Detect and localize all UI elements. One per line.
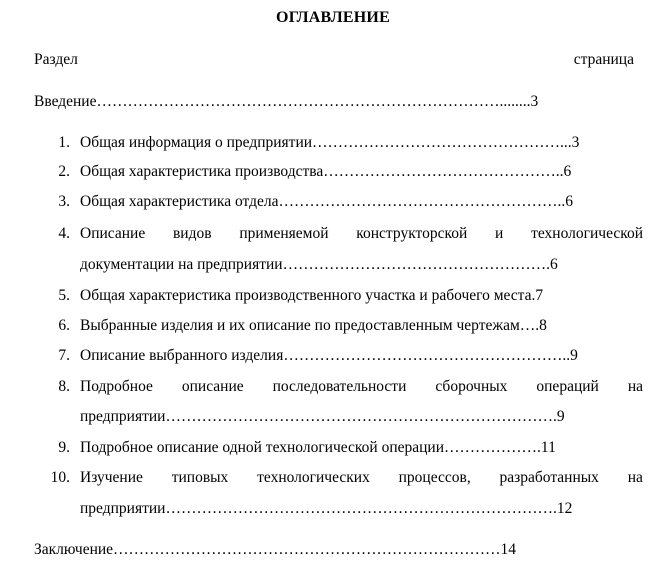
- toc-entry-workplace: Общая характеристика производственного участка и рабочего места.7: [80, 287, 544, 304]
- toc-entry-selected-product-description: Описание выбранного изделия………………………………………………..9: [80, 347, 578, 364]
- toc-word: применяемой: [239, 225, 329, 242]
- toc-word: Изучение: [80, 469, 143, 486]
- toc-word: типовых: [171, 469, 229, 486]
- toc-word: видов: [172, 225, 212, 242]
- toc-entry-conclusion: Заключение…………………………………………………………………14: [34, 541, 517, 558]
- toc-entry-department: Общая характеристика отдела………………………………………………..6: [80, 193, 573, 210]
- toc-entry-typical-processes-line2: предприятии………………………………………………………………….12: [80, 500, 573, 517]
- page-title: ОГЛАВЛЕНИЕ: [276, 9, 390, 26]
- toc-entry-number: 4.: [58, 225, 70, 242]
- toc-entry-documentation-line1: [80, 225, 643, 243]
- toc-entry-general-info: Общая информация о предприятии…………………………………………...3: [80, 134, 580, 151]
- toc-word: технологических: [257, 469, 370, 486]
- toc-word: процессов,: [398, 469, 471, 486]
- toc-entry-typical-processes-line1: [80, 469, 643, 487]
- toc-word: и: [495, 225, 504, 242]
- section-column-header: Раздел: [34, 51, 78, 68]
- toc-entry-tech-operation: Подробное описание одной технологической операции……………….11: [80, 439, 556, 456]
- toc-entry-production: Общая характеристика производства………………………………………..6: [80, 163, 572, 180]
- page-column-header: страница: [573, 51, 634, 68]
- toc-entry-number: 2.: [58, 163, 70, 180]
- toc-entry-number: 10.: [50, 469, 70, 486]
- toc-entry-number: 3.: [58, 193, 70, 210]
- toc-entry-number: 9.: [58, 439, 70, 456]
- toc-word: разработанных: [499, 469, 599, 486]
- toc-entry-assembly-line2: предприятии………………………………………………………………….9: [80, 408, 565, 425]
- toc-entry-documentation-line2: документации на предприятии…………………………………………….6: [80, 256, 558, 273]
- toc-word: Описание: [80, 225, 146, 242]
- toc-word: Подробное: [80, 378, 153, 395]
- toc-word: операций: [536, 378, 599, 395]
- toc-entry-number: 7.: [58, 347, 70, 364]
- toc-word: на: [627, 469, 643, 486]
- toc-word: последовательности: [272, 378, 407, 395]
- toc-word: описание: [181, 378, 244, 395]
- toc-entry-number: 5.: [58, 287, 70, 304]
- toc-entry-introduction: Введение……………………………………………………………………........3: [34, 93, 539, 110]
- toc-word: конструкторской: [356, 225, 468, 242]
- toc-word: технологической: [531, 225, 643, 242]
- toc-entry-number: 6.: [58, 317, 70, 334]
- toc-entry-number: 8.: [58, 378, 70, 395]
- toc-entry-number: 1.: [58, 134, 70, 151]
- toc-word: сборочных: [435, 378, 508, 395]
- toc-entry-assembly-line1: [80, 378, 643, 396]
- toc-word: на: [627, 378, 643, 395]
- toc-entry-selected-products: Выбранные изделия и их описание по предоставленным чертежам….8: [80, 317, 547, 334]
